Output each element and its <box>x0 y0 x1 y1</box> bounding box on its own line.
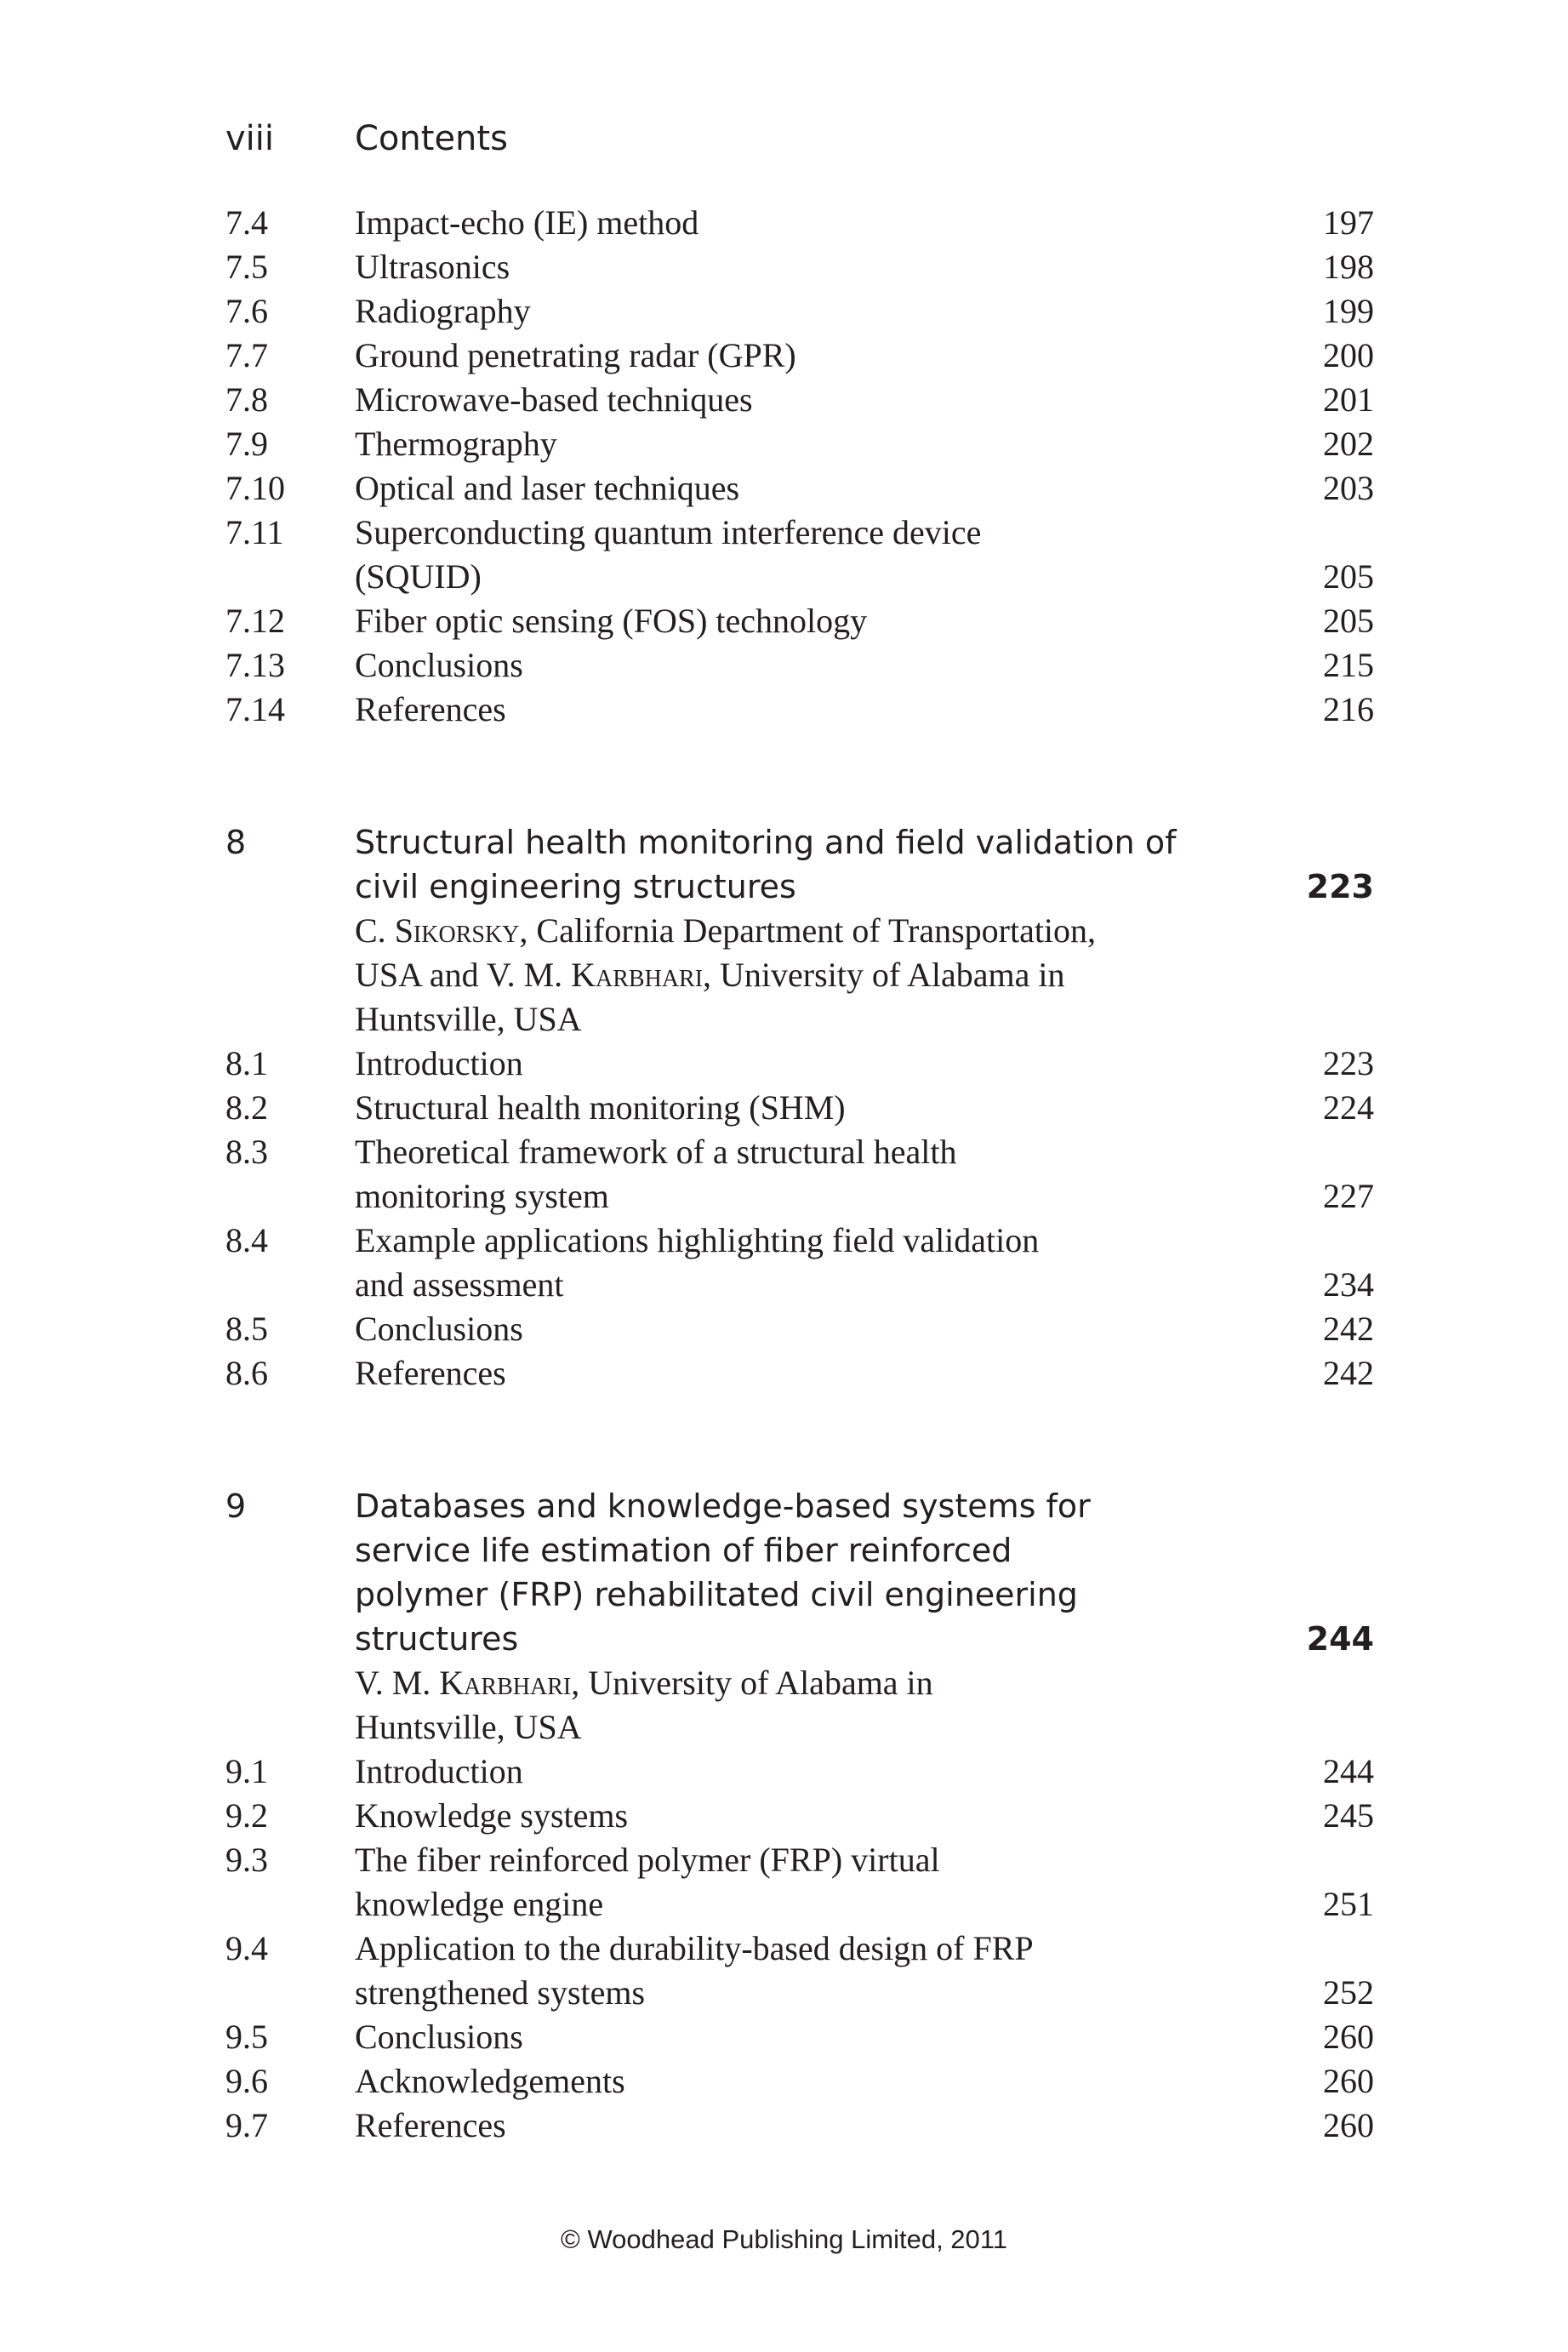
chapter-authors <box>225 1661 1374 1705</box>
section-number: 7.14 <box>225 690 285 728</box>
chapter-authors <box>225 997 1374 1042</box>
author-affiliation: , California Department of Transportation, <box>519 911 1097 950</box>
section-title: References <box>355 690 506 728</box>
page-number: 197 <box>1323 203 1374 242</box>
section-title: Conclusions <box>355 1310 523 1348</box>
page-number: 205 <box>1323 557 1374 596</box>
toc-entry[interactable] <box>225 2015 1374 2059</box>
chapter-page-number: 244 <box>1306 1620 1374 1658</box>
section-title: Conclusions <box>355 646 523 684</box>
section-number: 9.3 <box>225 1841 268 1879</box>
section-title: knowledge engine <box>355 1885 604 1923</box>
section-number: 7.7 <box>225 336 268 374</box>
section-title: Introduction <box>355 1752 523 1790</box>
section-title: Impact-echo (IE) method <box>355 203 699 242</box>
page-number: 200 <box>1323 336 1374 374</box>
page-number: 244 <box>1323 1752 1374 1790</box>
toc-entry[interactable] <box>225 334 1374 378</box>
page-number: 215 <box>1323 646 1374 684</box>
section-number: 8.6 <box>225 1354 268 1392</box>
toc-entry[interactable] <box>225 1219 1374 1263</box>
page-number: 234 <box>1323 1265 1374 1304</box>
page-number: 251 <box>1323 1885 1374 1923</box>
section-title: Knowledge systems <box>355 1796 629 1835</box>
page-number: 252 <box>1323 1973 1374 2012</box>
section-title: Ultrasonics <box>355 248 510 286</box>
toc-entry[interactable] <box>225 245 1374 289</box>
page-number: 201 <box>1323 380 1374 419</box>
section-number: 7.4 <box>225 203 268 242</box>
section-title: Thermography <box>355 425 557 463</box>
toc-entry[interactable] <box>225 511 1374 555</box>
section-title: Introduction <box>355 1044 523 1082</box>
page-number: 202 <box>1323 425 1374 463</box>
section-number: 8.5 <box>225 1310 268 1348</box>
toc-entry[interactable] <box>225 1307 1374 1351</box>
section-number: 8.3 <box>225 1133 268 1171</box>
toc-entry[interactable] <box>225 422 1374 466</box>
chapter-title: polymer (FRP) rehabilitated civil engineering <box>355 1576 1078 1613</box>
section-number: 8.4 <box>225 1221 268 1259</box>
author-surname: Karbhari <box>439 1664 572 1702</box>
section-title: Ground penetrating radar (GPR) <box>355 336 796 374</box>
toc-entry-continued[interactable] <box>225 1174 1374 1219</box>
section-title: Optical and laser techniques <box>355 469 740 507</box>
page-folio: viii <box>225 119 275 158</box>
chapter-authors <box>225 953 1374 997</box>
toc-entry[interactable] <box>225 2104 1374 2148</box>
section-title: Superconducting quantum interference device <box>355 513 982 551</box>
author-surname: Karbhari <box>571 956 704 994</box>
section-title: (SQUID) <box>355 557 482 596</box>
toc-entry[interactable] <box>225 466 1374 511</box>
section-title: References <box>355 2106 506 2144</box>
section-number: 7.5 <box>225 248 268 286</box>
chapter-page-number: 223 <box>1306 868 1374 905</box>
toc-entry[interactable] <box>225 378 1374 422</box>
chapter-heading-9-continued[interactable] <box>225 1617 1374 1661</box>
section-title: Theoretical framework of a structural health <box>355 1133 957 1171</box>
section-title: References <box>355 1354 506 1392</box>
section-title: Structural health monitoring (SHM) <box>355 1088 846 1127</box>
toc-entry[interactable] <box>225 599 1374 643</box>
page-number: 198 <box>1323 248 1374 286</box>
author-line <box>355 909 1096 953</box>
toc-entry[interactable] <box>225 289 1374 334</box>
chapter-title: structures <box>355 1620 519 1658</box>
chapter-title: service life estimation of fiber reinforced <box>355 1532 1012 1569</box>
chapter-number: 8 <box>225 824 247 861</box>
section-number: 8.2 <box>225 1088 268 1127</box>
chapter-heading-9-continued[interactable] <box>225 1573 1374 1617</box>
toc-entry[interactable] <box>225 1838 1374 1882</box>
section-number: 9.7 <box>225 2106 268 2144</box>
toc-entry[interactable] <box>225 643 1374 688</box>
page-number: 242 <box>1323 1354 1374 1392</box>
section-title: The fiber reinforced polymer (FRP) virtual <box>355 1841 940 1879</box>
page-number: 203 <box>1323 469 1374 507</box>
chapter-spacer <box>225 732 1374 820</box>
toc-entry-continued[interactable] <box>225 555 1374 599</box>
author-affiliation: , University of Alabama in <box>571 1664 933 1702</box>
toc-entry[interactable] <box>225 1794 1374 1838</box>
section-number: 9.2 <box>225 1796 268 1835</box>
page-number: 223 <box>1323 1044 1374 1082</box>
section-number: 7.13 <box>225 646 285 684</box>
author-initials: V. M. <box>355 1664 440 1702</box>
chapter-heading-8-continued[interactable] <box>225 865 1374 909</box>
section-number: 7.9 <box>225 425 268 463</box>
section-title: Fiber optic sensing (FOS) technology <box>355 602 868 640</box>
author-affiliation: , University of Alabama in <box>703 956 1065 994</box>
section-number: 7.12 <box>225 602 285 640</box>
toc-entry[interactable] <box>225 1042 1374 1086</box>
section-title: Application to the durability-based design of FRP <box>355 1929 1034 1967</box>
toc-entry[interactable] <box>225 1351 1374 1396</box>
section-number: 9.1 <box>225 1752 268 1790</box>
toc-entry[interactable] <box>225 1750 1374 1794</box>
section-title: monitoring system <box>355 1177 609 1215</box>
page-number: 260 <box>1323 2062 1374 2100</box>
author-surname: Sikorsky <box>394 911 520 950</box>
author-line <box>355 953 1065 997</box>
section-number: 8.1 <box>225 1044 268 1082</box>
chapter-heading-9[interactable] <box>225 1484 1374 1528</box>
running-title: Contents <box>355 119 508 158</box>
toc-entry-continued[interactable] <box>225 1971 1374 2015</box>
toc-entry[interactable] <box>225 2059 1374 2104</box>
toc-entry[interactable] <box>225 688 1374 732</box>
chapter-title: Structural health monitoring and field validation of <box>355 824 1177 861</box>
page-number: 216 <box>1323 690 1374 728</box>
copyright-footer: © Woodhead Publishing Limited, 2011 <box>561 2224 1007 2254</box>
section-number: 9.4 <box>225 1929 268 1967</box>
chapter-spacer <box>225 1396 1374 1484</box>
page-number: 245 <box>1323 1796 1374 1835</box>
section-number: 9.5 <box>225 2018 268 2056</box>
author-initials: C. <box>355 911 395 950</box>
chapter-heading-8[interactable] <box>225 820 1374 865</box>
toc-entry-continued[interactable] <box>225 1882 1374 1927</box>
section-title: and assessment <box>355 1265 564 1304</box>
author-line <box>355 1661 933 1705</box>
section-title: Acknowledgements <box>355 2062 625 2100</box>
table-of-contents <box>225 201 1374 2148</box>
author-affiliation: Huntsville, USA <box>355 1000 582 1038</box>
section-title: strengthened systems <box>355 1973 646 2012</box>
toc-entry-continued[interactable] <box>225 1263 1374 1307</box>
chapter-authors <box>225 909 1374 953</box>
toc-entry[interactable] <box>225 1130 1374 1174</box>
page-number: 199 <box>1323 292 1374 330</box>
page-number: 205 <box>1323 602 1374 640</box>
author-affiliation: Huntsville, USA <box>355 1708 582 1746</box>
section-number: 9.6 <box>225 2062 268 2100</box>
chapter-authors <box>225 1705 1374 1750</box>
section-title: Example applications highlighting field validation <box>355 1221 1040 1259</box>
section-number: 7.11 <box>225 513 284 551</box>
section-title: Conclusions <box>355 2018 523 2056</box>
chapter-number: 9 <box>225 1487 247 1525</box>
section-number: 7.8 <box>225 380 268 419</box>
page-number: 224 <box>1323 1088 1374 1127</box>
toc-entry[interactable] <box>225 201 1374 245</box>
section-title: Microwave-based techniques <box>355 380 753 419</box>
chapter-title: civil engineering structures <box>355 868 796 905</box>
page-number: 260 <box>1323 2106 1374 2144</box>
section-number: 7.6 <box>225 292 268 330</box>
section-number: 7.10 <box>225 469 285 507</box>
author-affiliation: USA and V. M. <box>355 956 572 994</box>
chapter-title: Databases and knowledge-based systems for <box>355 1487 1091 1525</box>
page-number: 242 <box>1323 1310 1374 1348</box>
toc-entry[interactable] <box>225 1927 1374 1971</box>
page-number: 227 <box>1323 1177 1374 1215</box>
page-number: 260 <box>1323 2018 1374 2056</box>
chapter-heading-9-continued[interactable] <box>225 1528 1374 1573</box>
toc-entry[interactable] <box>225 1086 1374 1130</box>
section-title: Radiography <box>355 292 531 330</box>
